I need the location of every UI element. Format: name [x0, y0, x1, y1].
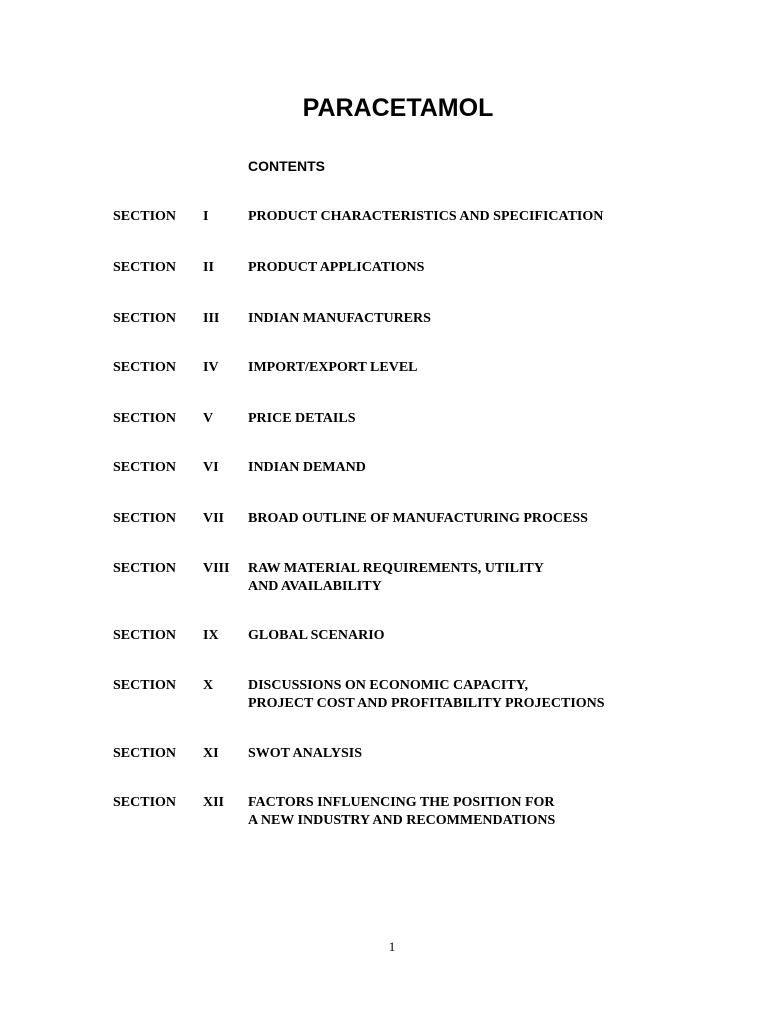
section-title — [248, 794, 688, 829]
section-number: XI — [203, 746, 219, 761]
section-number: X — [203, 678, 214, 693]
section-title-line: SWOT ANALYSIS — [248, 746, 363, 761]
section-title — [248, 627, 688, 645]
section-label: SECTION — [113, 628, 177, 643]
section-title-line: BROAD OUTLINE OF MANUFACTURING PROCESS — [248, 511, 588, 526]
section-title-line: FACTORS INFLUENCING THE POSITION FOR — [248, 795, 555, 810]
section-title — [248, 259, 688, 277]
section-label: SECTION — [113, 561, 177, 576]
section-title-line: DISCUSSIONS ON ECONOMIC CAPACITY, — [248, 678, 529, 693]
section-number: XII — [203, 795, 225, 810]
section-title-line: AND AVAILABILITY — [248, 578, 382, 594]
section-label: SECTION — [113, 209, 177, 224]
section-title-line: RAW MATERIAL REQUIREMENTS, UTILITY — [248, 561, 544, 576]
section-number: II — [203, 260, 214, 275]
section-title-line: PRODUCT CHARACTERISTICS AND SPECIFICATION — [248, 209, 604, 224]
section-number: IV — [203, 360, 219, 375]
section-title — [248, 560, 688, 595]
section-title-line: PRODUCT APPLICATIONS — [248, 260, 425, 275]
section-title-line: GLOBAL SCENARIO — [248, 628, 385, 643]
section-label: SECTION — [113, 795, 177, 810]
section-title-line: IMPORT/EXPORT LEVEL — [248, 360, 418, 375]
section-title — [248, 310, 688, 328]
section-title — [248, 677, 688, 712]
section-title-line: PROJECT COST AND PROFITABILITY PROJECTIONS — [248, 695, 605, 711]
section-title — [248, 208, 688, 226]
section-label: SECTION — [113, 260, 177, 275]
section-label: SECTION — [113, 746, 177, 761]
document-title: PARACETAMOL — [302, 94, 494, 122]
section-number: I — [203, 209, 209, 224]
section-number: IX — [203, 628, 219, 643]
section-number: VIII — [203, 561, 230, 576]
section-number: VI — [203, 460, 219, 475]
section-label: SECTION — [113, 411, 177, 426]
contents-heading: CONTENTS — [248, 158, 325, 174]
section-label: SECTION — [113, 311, 177, 326]
section-title — [248, 745, 688, 763]
section-title — [248, 510, 688, 528]
section-label: SECTION — [113, 360, 177, 375]
section-label: SECTION — [113, 678, 177, 693]
section-title-line: A NEW INDUSTRY AND RECOMMENDATIONS — [248, 812, 556, 828]
section-title-line: INDIAN DEMAND — [248, 460, 366, 475]
section-label: SECTION — [113, 460, 177, 475]
section-title — [248, 459, 688, 477]
section-title-line: INDIAN MANUFACTURERS — [248, 311, 431, 326]
section-title — [248, 359, 688, 377]
section-title-line: PRICE DETAILS — [248, 411, 356, 426]
section-number: V — [203, 411, 214, 426]
section-label: SECTION — [113, 511, 177, 526]
section-number: VII — [203, 511, 225, 526]
page-number: 1 — [388, 939, 396, 954]
section-number: III — [203, 311, 220, 326]
section-title — [248, 410, 688, 428]
